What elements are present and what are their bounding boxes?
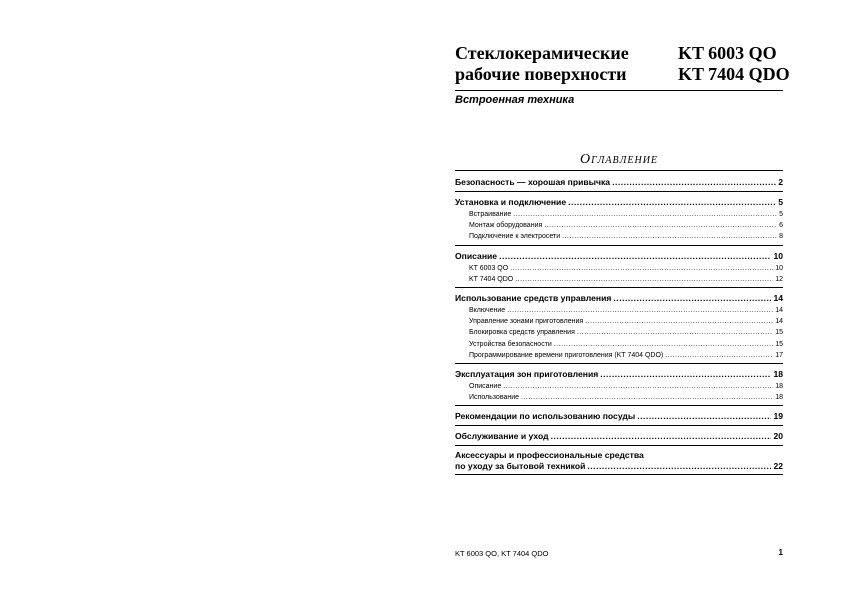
toc-section-label: Обслуживание и уход (455, 431, 549, 442)
toc-page-number: 19 (773, 411, 783, 422)
toc-page-number: 10 (775, 264, 783, 272)
table-of-contents (455, 176, 783, 479)
toc-page-number: 8 (779, 233, 783, 241)
toc-subitem-label: Встраивание (469, 211, 512, 218)
toc-dot-leader (551, 430, 772, 443)
toc-section (455, 292, 783, 364)
toc-section (455, 410, 783, 426)
toc-section-label: Аксессуары и профессиональные средства (455, 450, 644, 461)
toc-page-number: 14 (773, 293, 783, 304)
toc-subitem-entry[interactable] (455, 305, 783, 316)
toc-subitem-label: KT 6003 QO (469, 264, 509, 272)
toc-dot-leader (499, 250, 771, 263)
toc-dot-leader (665, 350, 773, 361)
toc-dot-leader (613, 292, 771, 305)
toc-subitem-label: Включение (469, 307, 506, 315)
toc-section-label: Эксплуатация зон приготовления (455, 369, 599, 380)
toc-dot-leader (554, 339, 773, 350)
toc-page-number: 2 (778, 177, 783, 187)
model-number-1: KT 6003 QO (678, 43, 777, 63)
footer-model-text: KT 6003 QO, KT 7404 QDO (455, 549, 549, 558)
toc-section-label: Описание (455, 250, 498, 261)
page-number: 1 (778, 548, 783, 557)
toc-dot-leader (577, 327, 773, 338)
toc-section-title-line (455, 450, 783, 461)
toc-page-number: 6 (779, 222, 783, 230)
toc-section-label: Использование средств управления (455, 293, 612, 304)
toc-section-label: Рекомендации по использованию посуды (455, 411, 636, 422)
toc-subitem-entry[interactable] (455, 316, 783, 327)
toc-section-entry[interactable] (455, 292, 783, 305)
document-title-line-2: рабочие поверхности (455, 64, 627, 84)
toc-subitem-label: Устройства безопасности (469, 340, 552, 348)
toc-page-number: 5 (778, 197, 783, 207)
toc-subitem-label: Подключение к электросети (469, 233, 561, 241)
toc-subitem-entry[interactable] (455, 392, 783, 403)
toc-section-entry[interactable] (455, 430, 783, 443)
toc-page-number: 14 (775, 307, 783, 315)
toc-section-label: Безопасность — хорошая привычка (455, 177, 611, 187)
toc-section-entry[interactable] (455, 176, 783, 189)
toc-subitem-entry[interactable] (455, 231, 783, 242)
toc-subitem-entry[interactable] (455, 327, 783, 338)
toc-dot-leader (568, 196, 776, 209)
toc-page-number: 15 (775, 329, 783, 337)
toc-section (455, 176, 783, 192)
model-number-2: KT 7404 QDO (678, 64, 790, 84)
toc-section-entry[interactable] (455, 461, 783, 472)
header-divider (455, 90, 783, 91)
toc-dot-leader (562, 231, 777, 242)
toc-dot-leader (585, 316, 773, 327)
toc-subitem-label: Монтаж оборудования (469, 222, 543, 230)
toc-subitem-label: KT 7404 QDO (469, 275, 514, 283)
document-title (455, 43, 629, 85)
toc-dot-leader (510, 263, 773, 274)
toc-section-label: Установка и подключение (455, 197, 567, 207)
toc-subitem-label: Использование (469, 394, 520, 402)
toc-subitem-label: Программирование времени приготовления (KT 7404 QDO) (469, 351, 664, 359)
toc-page-number: 14 (775, 318, 783, 326)
toc-dot-leader (637, 410, 771, 423)
toc-page-number: 15 (775, 340, 783, 348)
toc-dot-leader (600, 368, 771, 381)
toc-heading-divider (455, 170, 783, 171)
toc-page-number: 17 (775, 351, 783, 359)
toc-section-entry[interactable] (455, 368, 783, 381)
toc-page-number: 10 (773, 250, 783, 261)
toc-section (455, 430, 783, 446)
toc-section (455, 196, 783, 246)
toc-subitem-label: Описание (469, 383, 502, 391)
document-title-line-1: Стеклокерамические (455, 43, 629, 63)
toc-dot-leader (507, 305, 773, 316)
toc-dot-leader (503, 381, 773, 392)
toc-subitem-entry[interactable] (455, 381, 783, 392)
toc-dot-leader (544, 220, 777, 231)
toc-page-number: 18 (775, 383, 783, 391)
toc-page-number: 18 (775, 394, 783, 402)
document-subtitle: Встроенная техника (455, 94, 575, 106)
toc-page-number: 22 (773, 461, 783, 472)
toc-subitem-label: Управление зонами приготовления (469, 318, 584, 326)
toc-section-entry[interactable] (455, 410, 783, 423)
toc-page-number: 12 (775, 275, 783, 283)
toc-section (455, 368, 783, 406)
toc-subitem-entry[interactable] (455, 263, 783, 274)
toc-section-entry[interactable] (455, 250, 783, 263)
toc-subitem-entry[interactable] (455, 220, 783, 231)
model-numbers (678, 43, 790, 85)
toc-heading: Оглавление (579, 152, 659, 167)
toc-dot-leader (521, 392, 773, 403)
toc-dot-leader (513, 209, 777, 220)
toc-subitem-label: Блокировка средств управления (469, 329, 575, 337)
toc-section (455, 450, 783, 475)
toc-subitem-entry[interactable] (455, 209, 783, 220)
toc-dot-leader (587, 461, 771, 472)
toc-subitem-entry[interactable] (455, 339, 783, 350)
toc-subitem-entry[interactable] (455, 274, 783, 285)
toc-subitem-entry[interactable] (455, 350, 783, 361)
toc-dot-leader (612, 176, 776, 189)
toc-page-number: 5 (779, 211, 783, 218)
toc-page-number: 20 (773, 431, 783, 442)
toc-section-label: по уходу за бытовой техникой (455, 461, 586, 472)
toc-section-entry[interactable] (455, 196, 783, 209)
toc-dot-leader (515, 274, 773, 285)
toc-section (455, 250, 783, 288)
toc-page-number: 18 (773, 369, 783, 380)
